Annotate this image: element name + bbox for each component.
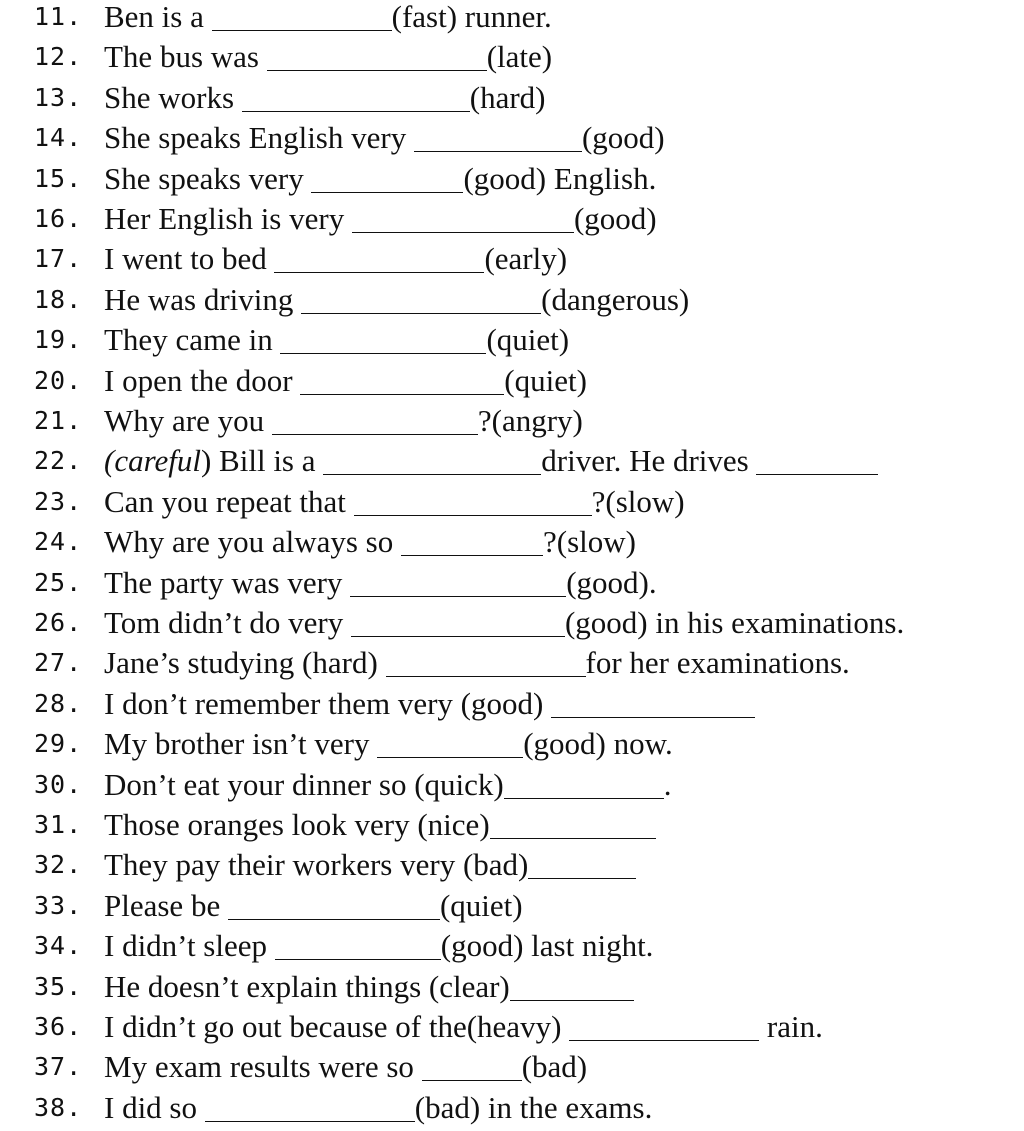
answer-blank[interactable] (386, 648, 586, 677)
exercise-item (0, 0, 1024, 37)
item-number: 25. (34, 567, 83, 597)
sentence-text: (fast) runner. (391, 0, 552, 34)
answer-blank[interactable] (401, 527, 543, 556)
sentence-text: (bad) in the exams. (414, 1089, 653, 1125)
item-number: 22. (34, 446, 83, 476)
item-number: 19. (34, 325, 83, 355)
exercise-item (0, 441, 1024, 481)
item-number: 18. (34, 284, 83, 314)
exercise-item (0, 886, 1024, 926)
sentence-text: The party was very (104, 564, 351, 600)
item-number: 28. (34, 688, 83, 718)
sentence-text: I open the door (104, 362, 301, 398)
answer-blank[interactable] (352, 204, 574, 233)
answer-blank[interactable] (551, 689, 755, 718)
item-number: 17. (34, 244, 83, 274)
sentence-text: for her examinations. (585, 645, 850, 681)
item-sentence (104, 159, 656, 199)
sentence-text: ) Bill is a (200, 443, 324, 479)
sentence-text: (good) (581, 120, 665, 156)
exercise-item (0, 37, 1024, 77)
item-sentence (104, 563, 657, 603)
item-sentence (104, 118, 665, 158)
item-number: 29. (34, 729, 83, 759)
exercise-item (0, 482, 1024, 522)
sentence-text: I didn’t go out because of the(heavy) (104, 1009, 570, 1044)
item-number: 34. (34, 931, 83, 961)
answer-blank[interactable] (504, 770, 664, 799)
item-number: 21. (34, 406, 83, 435)
item-sentence (104, 37, 552, 77)
item-sentence (104, 886, 523, 926)
sentence-text: She works (104, 79, 242, 115)
item-number: 15. (34, 163, 83, 193)
answer-blank[interactable] (354, 487, 592, 516)
answer-blank[interactable] (510, 972, 634, 1001)
item-number: 20. (34, 365, 83, 395)
sentence-text: Those oranges look very (nice) (104, 807, 490, 842)
exercise-item (0, 401, 1024, 441)
item-sentence (104, 239, 567, 279)
sentence-text: (good) in his examinations. (564, 605, 905, 640)
sentence-text: My exam results were so (104, 1049, 422, 1085)
exercise-item (0, 805, 1024, 845)
sentence-text: . (663, 766, 672, 802)
item-number: 13. (34, 82, 83, 112)
sentence-text: (good). (566, 564, 657, 600)
exercise-item (0, 522, 1024, 562)
item-sentence (104, 805, 656, 845)
item-number: 23. (34, 486, 83, 516)
sentence-text: The bus was (104, 39, 267, 75)
answer-blank[interactable] (275, 931, 441, 960)
item-number: 26. (34, 608, 83, 637)
item-sentence (104, 1007, 823, 1047)
sentence-text: I didn’t sleep (104, 928, 275, 964)
exercise-item (0, 239, 1024, 279)
item-sentence (104, 1047, 587, 1087)
item-sentence (104, 199, 657, 239)
item-number: 30. (34, 769, 83, 799)
exercise-item (0, 967, 1024, 1007)
answer-blank[interactable] (351, 608, 565, 637)
sentence-text: Why are you always so (104, 524, 401, 560)
item-number: 11. (34, 2, 83, 31)
sentence-text: They pay their workers very (bad) (104, 847, 529, 883)
sentence-text: Why are you (104, 403, 272, 438)
sentence-text: He was driving (104, 281, 302, 317)
item-sentence (104, 361, 587, 401)
exercise-item (0, 724, 1024, 764)
sentence-text: (good) English. (463, 160, 657, 196)
exercise-item (0, 159, 1024, 199)
answer-blank[interactable] (274, 244, 484, 273)
sentence-text: (quiet) (504, 362, 587, 398)
item-sentence (104, 280, 689, 320)
sentence-text: rain. (759, 1009, 823, 1044)
answer-blank[interactable] (377, 729, 523, 758)
sentence-text: ?(slow) (591, 483, 685, 519)
answer-blank[interactable] (323, 446, 541, 475)
sentence-text: My brother isn’t very (104, 726, 378, 762)
item-sentence (104, 684, 755, 724)
sentence-text: They came in (104, 322, 281, 358)
item-sentence (104, 78, 546, 118)
sentence-text: Her English is very (104, 201, 352, 236)
exercise-item (0, 361, 1024, 401)
item-number: 16. (34, 204, 83, 233)
item-number: 24. (34, 527, 83, 557)
sentence-text: I did so (104, 1089, 205, 1125)
item-sentence (104, 845, 636, 885)
item-sentence (104, 320, 569, 360)
item-sentence (104, 482, 685, 522)
answer-blank[interactable] (300, 366, 504, 395)
item-number: 37. (34, 1052, 83, 1082)
answer-blank[interactable] (422, 1052, 522, 1081)
exercise-item (0, 280, 1024, 320)
sentence-text: driver. He drives (541, 443, 757, 479)
answer-blank[interactable] (272, 406, 478, 435)
exercise-item (0, 320, 1024, 360)
exercise-item (0, 78, 1024, 118)
exercise-item (0, 1007, 1024, 1047)
answer-blank[interactable] (301, 285, 541, 314)
item-sentence (104, 1088, 652, 1128)
answer-blank[interactable] (490, 810, 656, 839)
answer-blank[interactable] (242, 83, 470, 112)
item-sentence (104, 967, 634, 1007)
sentence-text: Can you repeat that (104, 483, 354, 519)
item-sentence (104, 0, 552, 37)
exercise-item (0, 765, 1024, 805)
sentence-text: ?(angry) (477, 403, 583, 438)
sentence-text: (quiet) (439, 887, 523, 923)
item-number: 38. (34, 1092, 83, 1122)
item-number: 33. (34, 890, 83, 920)
item-sentence (104, 643, 850, 683)
item-sentence (104, 765, 672, 805)
sentence-text: (early) (484, 241, 568, 277)
sentence-text: Don’t eat your dinner so (quick) (104, 766, 504, 802)
sentence-text: (late) (486, 39, 553, 75)
item-number: 31. (34, 810, 83, 839)
item-sentence (104, 441, 878, 481)
item-sentence (104, 401, 583, 441)
sentence-text: (quiet) (486, 322, 570, 358)
sentence-text: Please be (104, 887, 228, 923)
answer-blank[interactable] (280, 325, 486, 354)
sentence-text: She speaks English very (104, 120, 414, 156)
answer-blank[interactable] (228, 891, 440, 920)
answer-blank[interactable] (350, 568, 566, 597)
exercise-item (0, 926, 1024, 966)
sentence-text: (good) now. (523, 726, 673, 762)
item-sentence (104, 603, 904, 643)
item-sentence (104, 926, 653, 966)
answer-blank[interactable] (311, 164, 463, 193)
sentence-text: Ben is a (104, 0, 212, 34)
answer-blank[interactable] (267, 42, 487, 71)
sentence-text: I don’t remember them very (good) (104, 685, 552, 721)
sentence-text: (bad) (521, 1049, 588, 1085)
exercise-item (0, 603, 1024, 643)
sentence-text: Tom didn’t do very (104, 605, 351, 640)
item-number: 36. (34, 1012, 83, 1041)
sentence-text: Jane’s studying (hard) (104, 645, 386, 681)
sentence-text: I went to bed (104, 241, 275, 277)
sentence-text: She speaks very (104, 160, 312, 196)
answer-blank[interactable] (414, 123, 582, 152)
exercise-item (0, 563, 1024, 603)
item-number: 12. (34, 42, 83, 72)
sentence-hint-italic: (careful (104, 443, 201, 479)
exercise-item (0, 1047, 1024, 1087)
answer-blank[interactable] (528, 850, 636, 879)
answer-blank[interactable] (212, 2, 392, 31)
answer-blank[interactable] (569, 1012, 759, 1041)
sentence-text: ?(slow) (543, 524, 636, 560)
item-number: 27. (34, 648, 83, 678)
exercise-item (0, 118, 1024, 158)
sentence-text: (dangerous) (541, 281, 690, 317)
exercise-item (0, 199, 1024, 239)
answer-blank[interactable] (205, 1093, 415, 1122)
exercise-item (0, 643, 1024, 683)
exercise-item (0, 1088, 1024, 1128)
exercise-item (0, 845, 1024, 885)
sentence-text: (hard) (469, 79, 546, 115)
item-sentence (104, 724, 673, 764)
item-number: 32. (34, 850, 83, 880)
sentence-text: (good) last night. (440, 928, 654, 964)
exercise-item (0, 684, 1024, 724)
item-number: 14. (34, 123, 83, 153)
item-number: 35. (34, 971, 83, 1001)
answer-blank[interactable] (756, 446, 878, 475)
sentence-text: He doesn’t explain things (clear) (104, 968, 510, 1004)
item-sentence (104, 522, 636, 562)
sentence-text: (good) (573, 201, 657, 236)
